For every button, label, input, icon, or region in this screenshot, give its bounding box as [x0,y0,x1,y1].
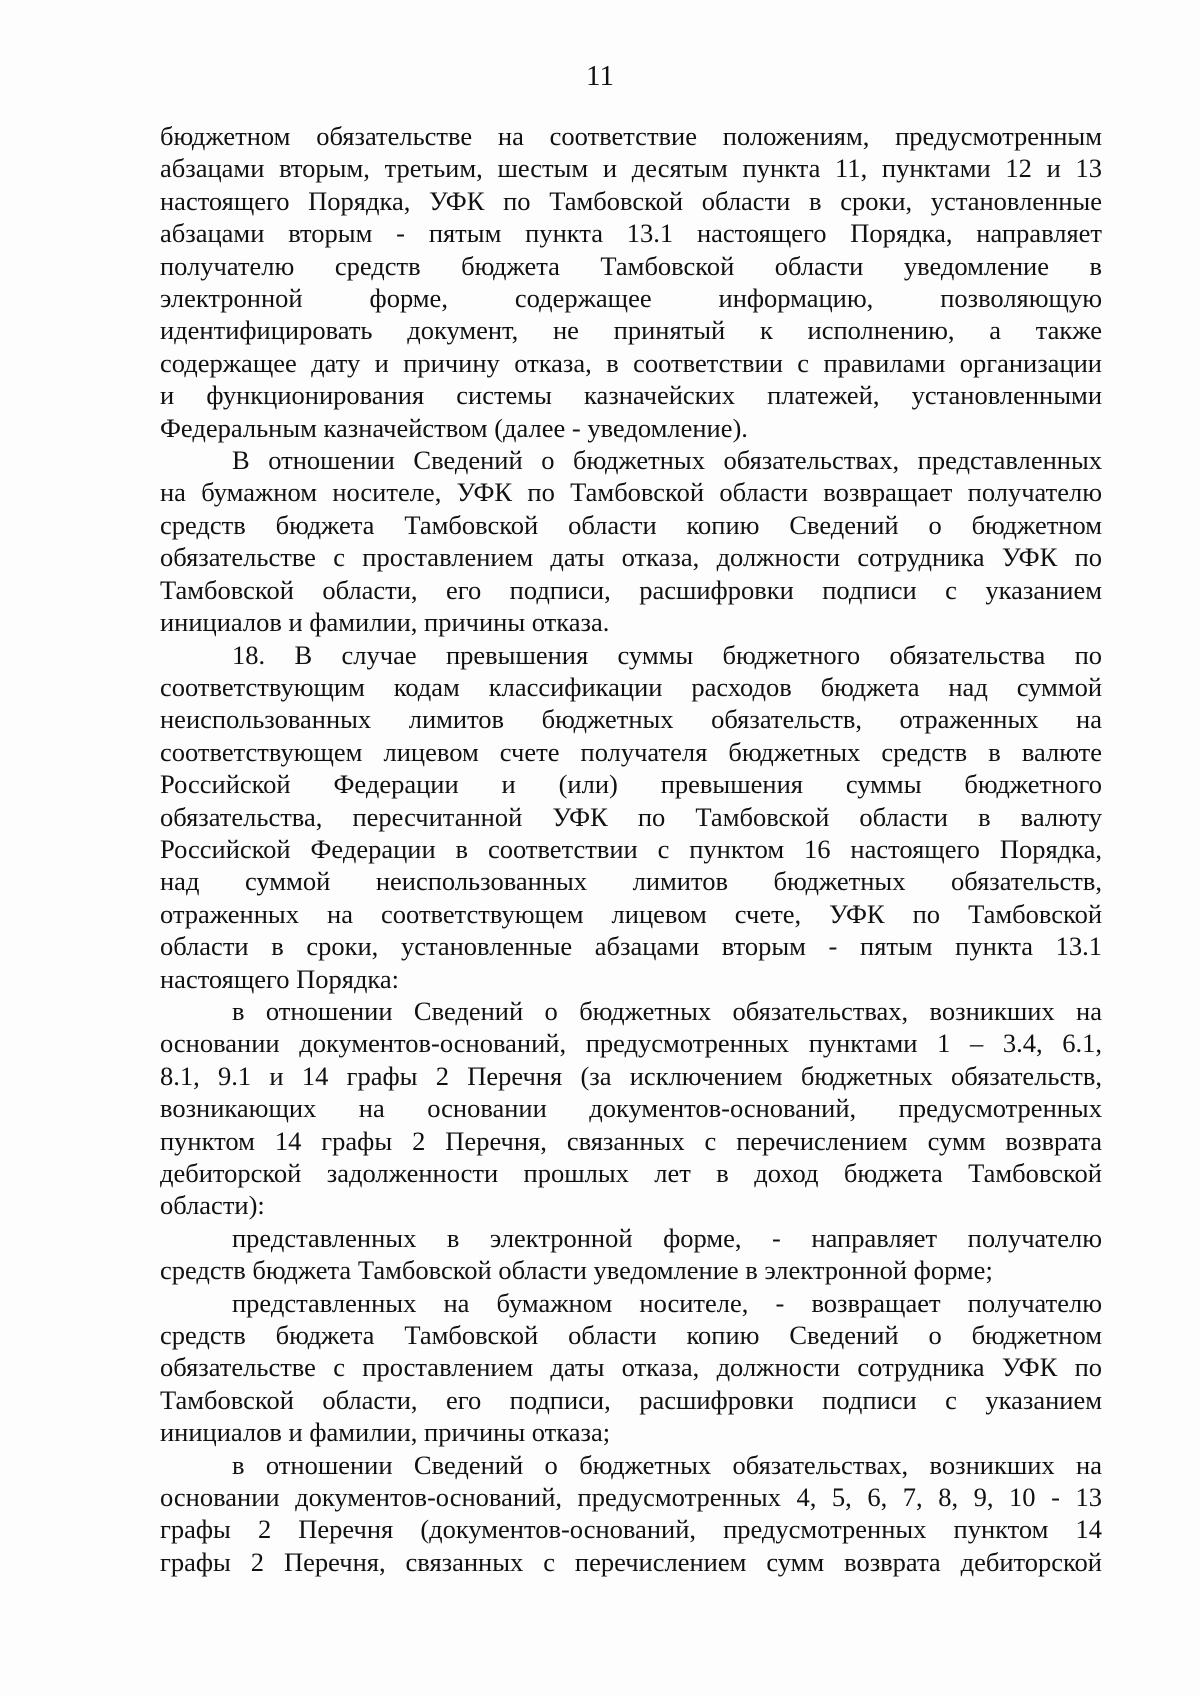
text-line: абзацами вторым, третьим, шестым и десятым пункта 11, пунктами 12 и 13 [160,153,1102,184]
text-line: возникающих на основании документов-оснований, предусмотренных [160,1093,1102,1124]
paragraph [160,1449,1102,1579]
text-line: обязательстве с проставлением даты отказа, должности сотрудника УФК по [160,542,1102,573]
text-line: соответствующем лицевом счете получателя бюджетных средств в валюте [160,736,1102,767]
text-line: Российской Федерации в соответствии с пунктом 16 настоящего Порядка, [160,833,1102,864]
text-line: над суммой неиспользованных лимитов бюджетных обязательств, [160,866,1102,897]
text-line: электронной форме, содержащее информацию, позволяющую [160,283,1102,314]
text-line: отраженных на соответствующем лицевом счете, УФК по Тамбовской [160,898,1102,929]
text-line: Тамбовской области, его подписи, расшифровки подписи с указанием [160,574,1102,605]
text-line: дебиторской задолженности прошлых лет в доход бюджета Тамбовской [160,1158,1102,1188]
text-line: 8.1, 9.1 и 14 графы 2 Перечня (за исключением бюджетных обязательств, [160,1060,1102,1091]
paragraph [160,1222,1102,1287]
paragraph [160,444,1102,638]
text-line: средств бюджета Тамбовской области копию Сведений о бюджетном [160,1320,1102,1351]
page-number: 11 [586,60,614,92]
text-line: представленных на бумажном носителе, - возвращает получателю [232,1287,1102,1318]
text-line: 18. В случае превышения суммы бюджетного обязательства по [232,639,1102,670]
text-line: графы 2 Перечня, связанных с перечислением сумм возврата дебиторской [160,1546,1102,1577]
text-line: в отношении Сведений о бюджетных обязательствах, возникших на [232,995,1102,1026]
paragraph [160,639,1102,995]
text-line: инициалов и фамилии, причины отказа; [160,1417,611,1448]
text-line: В отношении Сведений о бюджетных обязательствах, представленных [232,445,1102,476]
text-line: основании документов-оснований, предусмотренных 4, 5, 6, 7, 8, 9, 10 - 13 [160,1482,1102,1513]
text-line: области в сроки, установленные абзацами вторым - пятым пункта 13.1 [160,931,1102,962]
text-line: бюджетном обязательстве на соответствие положениям, предусмотренным [160,121,1102,151]
text-line: и функционирования системы казначейских платежей, установленными [160,380,1102,411]
paragraph [160,1287,1102,1449]
text-line: области): [160,1190,265,1221]
text-line: неиспользованных лимитов бюджетных обязательств, отраженных на [160,704,1102,735]
text-line: основании документов-оснований, предусмотренных пунктами 1 – 3.4, 6.1, [160,1028,1102,1059]
text-line: в отношении Сведений о бюджетных обязательствах, возникших на [232,1449,1102,1480]
text-line: Федеральным казначейством (далее - уведомление). [160,412,748,443]
document-body [160,120,1102,1578]
text-line: идентифицировать документ, не принятый к исполнению, а также [160,315,1102,346]
text-line: представленных в электронной форме, - направляет получателю [232,1222,1102,1253]
text-line: абзацами вторым - пятым пункта 13.1 настоящего Порядка, направляет [160,218,1102,249]
text-line: настоящего Порядка: [160,963,400,994]
paragraph [160,120,1102,444]
text-line: получателю средств бюджета Тамбовской области уведомление в [160,250,1102,281]
text-line: соответствующим кодам классификации расходов бюджета над суммой [160,671,1102,702]
text-line: настоящего Порядка, УФК по Тамбовской области в сроки, установленные [160,185,1102,216]
text-line: средств бюджета Тамбовской области копию Сведений о бюджетном [160,509,1102,540]
text-line: средств бюджета Тамбовской области уведомление в электронной форме; [160,1255,993,1286]
text-line: пунктом 14 графы 2 Перечня, связанных с перечислением сумм возврата [160,1125,1102,1156]
text-line: обязательства, пересчитанной УФК по Тамбовской области в валюту [160,801,1102,832]
text-line: Российской Федерации и (или) превышения суммы бюджетного [160,769,1102,800]
paragraph [160,995,1102,1222]
text-line: обязательстве с проставлением даты отказа, должности сотрудника УФК по [160,1352,1102,1383]
text-line: содержащее дату и причину отказа, в соответствии с правилами организации [160,347,1102,378]
text-line: Тамбовской области, его подписи, расшифровки подписи с указанием [160,1384,1102,1415]
text-line: графы 2 Перечня (документов-оснований, предусмотренных пунктом 14 [160,1514,1102,1545]
text-line: инициалов и фамилии, причины отказа. [160,607,610,638]
text-line: на бумажном носителе, УФК по Тамбовской области возвращает получателю [160,477,1102,508]
